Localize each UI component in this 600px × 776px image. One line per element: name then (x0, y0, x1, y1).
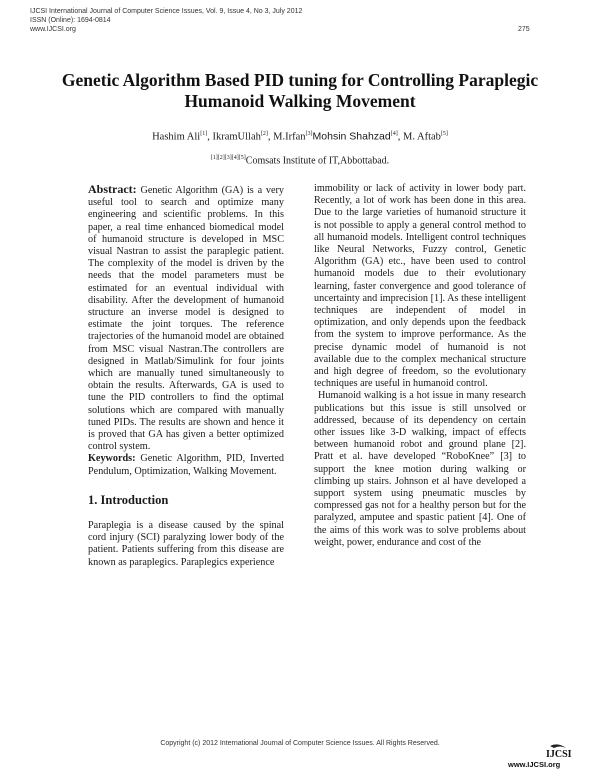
author-3: , M.Irfan (267, 131, 306, 143)
paper-title: Genetic Algorithm Based PID tuning for Controlling Paraplegic Humanoid Walking Movement (61, 70, 539, 111)
intro-paragraph-continued: immobility or lack of activity in lower body part. Recently, a lot of work has been done in this area. Due to the large varieties of humanoid structure it is not possible to apply a general control method to all humanoid models. Intelligent control techniques like Neural Networks, Fuzzy control, Genetic Algorithm (GA) etc., have been used to control humanoid models due to their evolutionary learning, faster convergence and good tolerance of uncertainty and imprecision [1]. As these intelligent techniques are independent of model in optimization, and only depends upon the feedback from the system to improve performance. As the precise dynamic model of humanoid is not available due to the complex mechanical structure and high degree of freedom, so the evolutionary techniques are useful in humanoid control. (314, 183, 526, 390)
abstract-text: Genetic Algorithm (GA) is a very useful tool to search and optimize many engineering and scientific problems. In this paper, a real time enhanced biomedical model of humanoid structure is developed in MSC visual Nastran to assist the paraplegic patient. The complexity of the model is driven by the needs that the model parameters must be estimated for an eventual individual with disability. After the development of humanoid structure an inverse model is designed to estimate the joint torques. The reference trajectories of the humanoid model are obtained from MSC visual Nastran.The controllers are designed in Matlab/Simulink for four joints which are manually tuned simultaneously to obtain the results. Afterwards, GA is used to tune the PID controllers to find the optimal solutions which are compared with manually tuned PIDs. The results are shown and hence it is proved that GA has given a better optimized control system. (88, 185, 284, 453)
right-column (314, 183, 526, 549)
keywords-text: Genetic Algorithm, PID, Inverted Pendulum, Optimization, Walking Movement. (88, 453, 284, 477)
author-4-mark: [4] (390, 131, 398, 137)
logo-url: www.IJCSI.org (508, 760, 561, 769)
issn-line: ISSN (Online): 1694-0814 (30, 17, 111, 24)
author-2-mark: [2] (260, 131, 268, 137)
intro-paragraph-start: Paraplegia is a disease caused by the spinal cord injury (SCI) paralyzing lower body of the patient. Patients suffering from this disease are known as paraplegics. Paraplegics experience (88, 520, 284, 568)
abstract-heading: Abstract: (88, 182, 137, 196)
affiliation-name: Comsats Institute of IT,Abbottabad. (245, 155, 390, 167)
section-heading-introduction: 1. Introduction (88, 492, 169, 507)
author-1: Hashim Ali (152, 131, 201, 143)
author-5: , M. Aftab (397, 131, 441, 143)
author-1-mark: [1] (200, 131, 208, 137)
affiliation (60, 152, 540, 167)
page-number: 275 (518, 26, 530, 33)
logo-mark: IJCSI (546, 749, 572, 760)
abstract (88, 183, 284, 453)
copyright-footer: Copyright (c) 2012 International Journal of Computer Science Issues. All Rights Reserved. (160, 740, 440, 747)
author-5-mark: [5] (440, 131, 448, 137)
keywords (88, 453, 284, 477)
author-list (60, 128, 540, 144)
keywords-heading: Keywords: (88, 453, 136, 465)
logo-swoosh-icon (550, 744, 566, 748)
intro-paragraph-2: Humanoid walking is a hot issue in many research publications but this issue is still unsolved or addressed, because of its dependency on certain other issues like 3-D walking, impact of effects between humanoid robot and ground plane [2]. Pratt et al. have developed “RoboKnee” [3] to support the knee motion during walking or climbing up stairs. Johnson et al have developed a support system using pneumatic muscles by compressed gas not for a healthy person but for the paralyzed, amputee and spastic patient [4]. One of the aims of this work was to solve problems about weight, power, endurance and cost of the (314, 390, 526, 548)
author-4: Mohsin Shahzad (312, 130, 391, 143)
author-2: , IkramUllah (207, 131, 261, 143)
journal-line: IJCSI International Journal of Computer Science Issues, Vol. 9, Issue 4, No 3, July 2012 (30, 8, 303, 15)
running-header (30, 7, 302, 34)
affiliation-marks: [1][2][3][4][5] (210, 155, 246, 161)
left-column (88, 183, 284, 569)
website-line: www.IJCSI.org (30, 26, 76, 33)
ijcsi-logo (506, 742, 572, 770)
author-3-mark: [3] (305, 131, 313, 137)
